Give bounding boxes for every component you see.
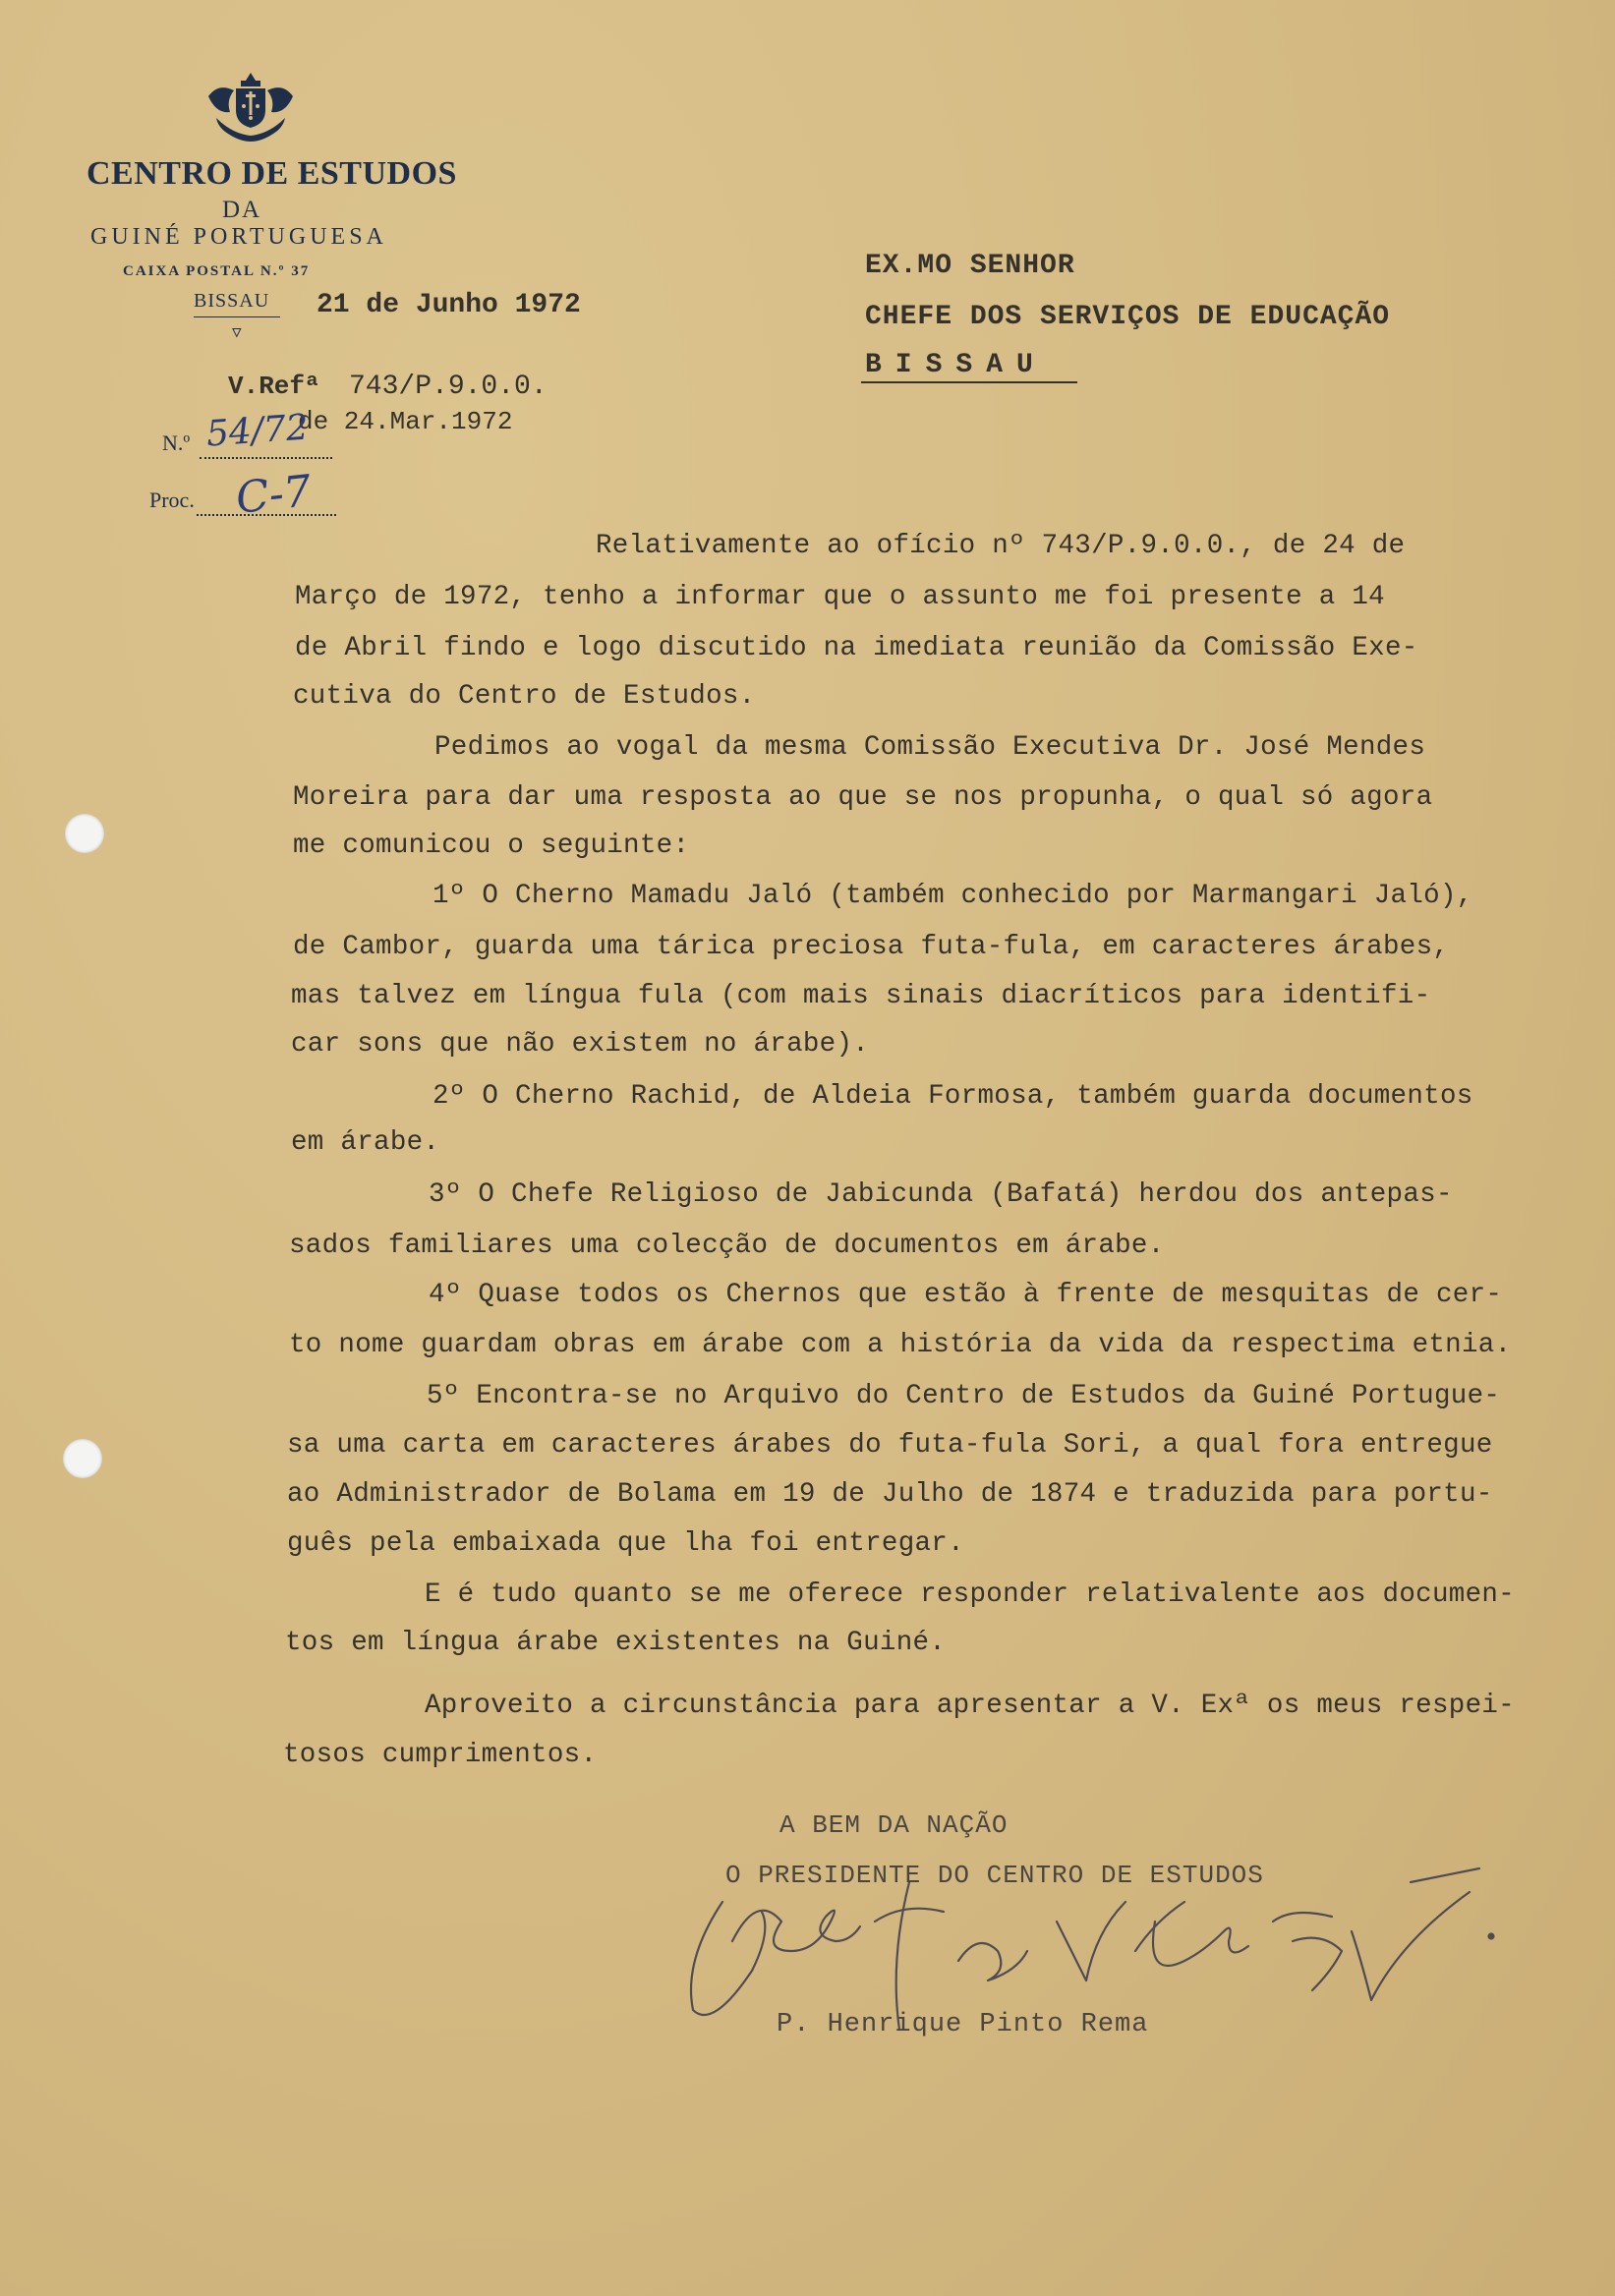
body-line: tos em língua árabe existentes na Guiné.	[285, 1628, 947, 1658]
body-line: to nome guardam obras em árabe com a história da vida da respectima etnia.	[289, 1330, 1512, 1360]
letter-date: 21 de Junho 1972	[317, 290, 581, 320]
body-line: me comunicou o seguinte:	[293, 831, 690, 861]
reference-date: de 24.Mar.1972	[298, 407, 513, 436]
body-line: car sons que não existem no árabe).	[291, 1029, 870, 1060]
body-line: Moreira para dar uma resposta ao que se nos propunha, o qual só agora	[293, 782, 1433, 813]
body-line: 1º O Cherno Mamadu Jaló (também conhecido por Marmangari Jaló),	[433, 881, 1473, 911]
reference-number: 743/P.9.0.0.	[349, 372, 548, 402]
addressee-salutation: EX.MO SENHOR	[865, 251, 1075, 281]
body-line: Março de 1972, tenho a informar que o assunto me foi presente a 14	[295, 582, 1385, 612]
body-line: Relativamente ao ofício nº 743/P.9.0.0., de 24 de	[596, 531, 1406, 561]
process-label: Proc.	[149, 488, 195, 512]
number-label: N.º	[162, 430, 191, 455]
organization-name: CENTRO DE ESTUDOS	[87, 155, 457, 192]
body-line: sados familiares uma colecção de documentos em árabe.	[289, 1231, 1165, 1261]
closing-formula: A BEM DA NAÇÃO	[779, 1810, 1009, 1840]
postal-box: CAIXA POSTAL N.º 37	[123, 263, 311, 279]
body-line: 4º Quase todos os Chernos que estão à frente de mesquitas de cer-	[429, 1280, 1503, 1310]
body-line: cutiva do Centro de Estudos.	[293, 681, 756, 712]
body-line: em árabe.	[291, 1127, 440, 1158]
punch-hole-top	[65, 814, 104, 853]
body-line: 2º O Cherno Rachid, de Aldeia Formosa, também guarda documentos	[433, 1081, 1473, 1112]
reference-label: V.Refª	[228, 372, 320, 401]
city-underline	[194, 316, 280, 317]
city-mark-icon: ▽	[232, 324, 242, 342]
body-line: Pedimos ao vogal da mesma Comissão Executiva Dr. José Mendes	[434, 732, 1426, 763]
addressee-underline	[861, 381, 1077, 383]
letterhead-city: BISSAU	[194, 290, 270, 312]
body-line: tosos cumprimentos.	[283, 1740, 598, 1770]
handwritten-number: 54/72	[204, 407, 311, 455]
organization-name-country: GUINÉ PORTUGUESA	[90, 224, 387, 250]
body-line: mas talvez em língua fula (com mais sinais diacríticos para identifi-	[291, 981, 1431, 1011]
body-line: guês pela embaixada que lha foi entregar.	[287, 1528, 964, 1559]
addressee-city: BISSAU	[865, 350, 1047, 380]
body-line: Aproveito a circunstância para apresentar a V. Exª os meus respei-	[425, 1691, 1515, 1721]
body-line: E é tudo quanto se me oferece responder relativalente aos documen-	[425, 1579, 1515, 1610]
body-line: 3º O Chefe Religioso de Jabicunda (Bafatá) herdou dos antepas-	[429, 1179, 1453, 1210]
signer-name: P. Henrique Pinto Rema	[777, 2010, 1149, 2039]
signer-position: O PRESIDENTE DO CENTRO DE ESTUDOS	[725, 1861, 1264, 1890]
handwritten-process: C-7	[233, 466, 314, 524]
number-dotted-line	[200, 457, 332, 459]
body-line: ao Administrador de Bolama em 19 de Julho de 1874 e traduzida para portu-	[287, 1479, 1493, 1510]
addressee-title: CHEFE DOS SERVIÇOS DE EDUCAÇÃO	[865, 302, 1391, 332]
punch-hole-bottom	[63, 1439, 102, 1478]
organization-name-da: DA	[222, 197, 262, 223]
body-line: de Abril findo e logo discutido na imediata reunião da Comissão Exe-	[295, 633, 1418, 663]
body-line: 5º Encontra-se no Arquivo do Centro de Estudos da Guiné Portugue-	[427, 1381, 1501, 1411]
body-line: de Cambor, guarda uma tárica preciosa futa-fula, em caracteres árabes,	[293, 932, 1450, 962]
coat-of-arms-icon	[197, 67, 305, 145]
body-line: sa uma carta em caracteres árabes do futa-fula Sori, a qual fora entregue	[287, 1430, 1493, 1461]
